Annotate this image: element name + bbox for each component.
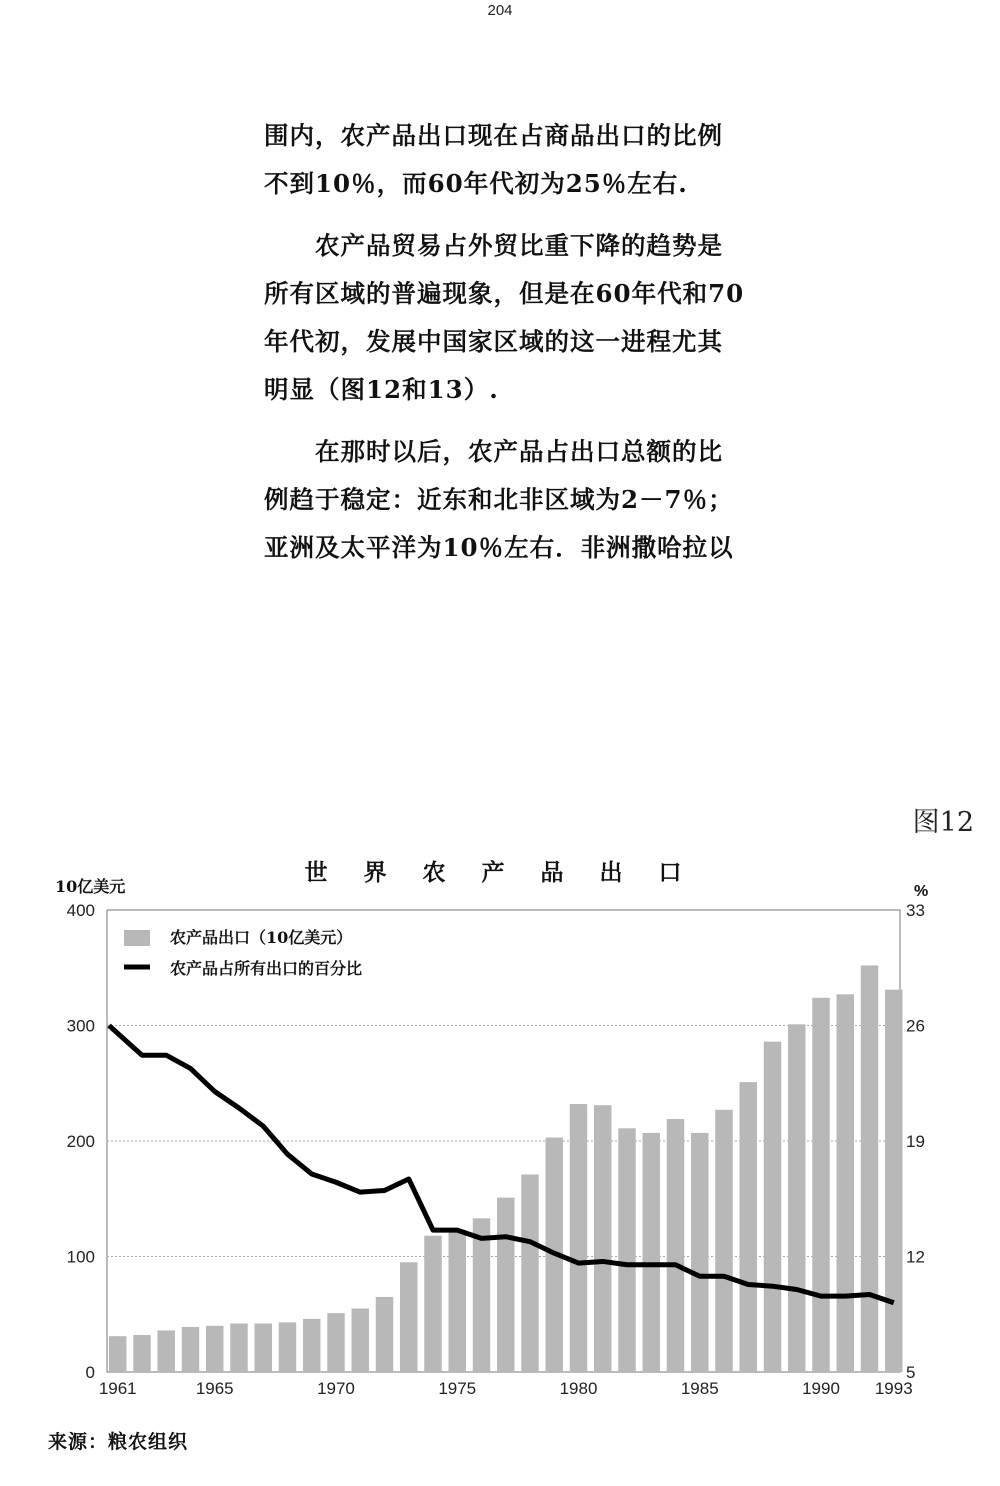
text-line: 农产品贸易占外贸比重下降的趋势是 [264, 231, 723, 260]
bar [400, 1262, 417, 1372]
x-tick-label: 1961 [98, 1379, 137, 1398]
bar [206, 1326, 223, 1372]
bar [740, 1082, 757, 1372]
bar [279, 1322, 296, 1372]
bar [255, 1323, 272, 1372]
y2-tick-label: 26 [906, 1016, 925, 1036]
y2-tick-label: 33 [906, 901, 925, 920]
bar [594, 1105, 611, 1372]
bar [230, 1323, 247, 1372]
x-tick-label: 1980 [559, 1379, 598, 1398]
body-text [264, 112, 764, 586]
legend-bar-swatch [124, 930, 150, 946]
world-agri-exports-chart [0, 895, 1000, 1398]
legend-label-exports: 农产品出口（10亿美元） [170, 928, 353, 947]
bar [158, 1330, 175, 1372]
bar [837, 994, 854, 1372]
x-tick-label: 1965 [195, 1379, 234, 1398]
bar [376, 1297, 393, 1372]
right-axis-unit: % [914, 883, 929, 900]
y-tick-label: 200 [66, 1132, 95, 1151]
paragraph [264, 112, 764, 208]
y2-tick-label: 12 [906, 1247, 925, 1267]
bar [182, 1327, 199, 1372]
text-line: 亚洲及太平洋为10％左右．非洲撒哈拉以 [264, 533, 734, 562]
bar [812, 998, 829, 1372]
bar [352, 1308, 369, 1372]
text-line: 所有区域的普遍现象，但是在60年代和70 [264, 279, 745, 308]
x-tick-label: 1970 [317, 1379, 355, 1398]
bar [885, 990, 902, 1372]
text-line: 围内，农产品出口现在占商品出口的比例 [264, 121, 723, 150]
page-number: 204 [487, 2, 513, 19]
x-tick-label: 1985 [680, 1379, 719, 1398]
text-line: 在那时以后，农产品占出口总额的比 [264, 437, 723, 466]
bar [133, 1335, 150, 1372]
bar [764, 1042, 781, 1372]
chart-title: 世 界 农 产 品 出 口 [304, 859, 696, 886]
x-tick-label: 1993 [874, 1379, 913, 1398]
y2-tick-label: 19 [906, 1132, 925, 1151]
text-line: 年代初，发展中国家区域的这一进程尤其 [264, 327, 723, 356]
bar [643, 1133, 660, 1372]
left-axis-unit: 10亿美元 [55, 877, 126, 896]
y-tick-label: 0 [85, 1363, 95, 1382]
bar [788, 1024, 805, 1372]
bar [715, 1110, 732, 1372]
legend-label-percent: 农产品占所有出口的百分比 [170, 959, 363, 978]
bar [473, 1218, 490, 1372]
source-line: 来源：粮农组织 [48, 1431, 189, 1453]
y-tick-label: 100 [66, 1247, 95, 1267]
text-line: 明显（图12和13）. [264, 375, 499, 404]
y2-tick-label: 5 [906, 1363, 916, 1382]
bar [861, 965, 878, 1372]
x-tick-label: 1975 [438, 1379, 477, 1398]
bar [449, 1230, 466, 1372]
bar [327, 1313, 344, 1372]
y-tick-label: 300 [66, 1016, 95, 1036]
paragraph [264, 428, 764, 572]
y-tick-label: 400 [66, 901, 95, 920]
bar [424, 1236, 441, 1372]
bar [497, 1198, 514, 1372]
bar [570, 1104, 587, 1372]
x-tick-label: 1990 [802, 1379, 840, 1398]
bar [691, 1133, 708, 1372]
paragraph [264, 222, 764, 414]
text-line: 例趋于稳定：近东和北非区域为2－7％； [264, 485, 734, 514]
figure-label: 图12 [912, 807, 974, 838]
text-line: 不到10％，而60年代初为25％左右. [264, 169, 688, 198]
bar [303, 1319, 320, 1372]
bar [618, 1128, 635, 1372]
bar [109, 1336, 126, 1372]
bar [667, 1119, 684, 1372]
bar [521, 1174, 538, 1372]
